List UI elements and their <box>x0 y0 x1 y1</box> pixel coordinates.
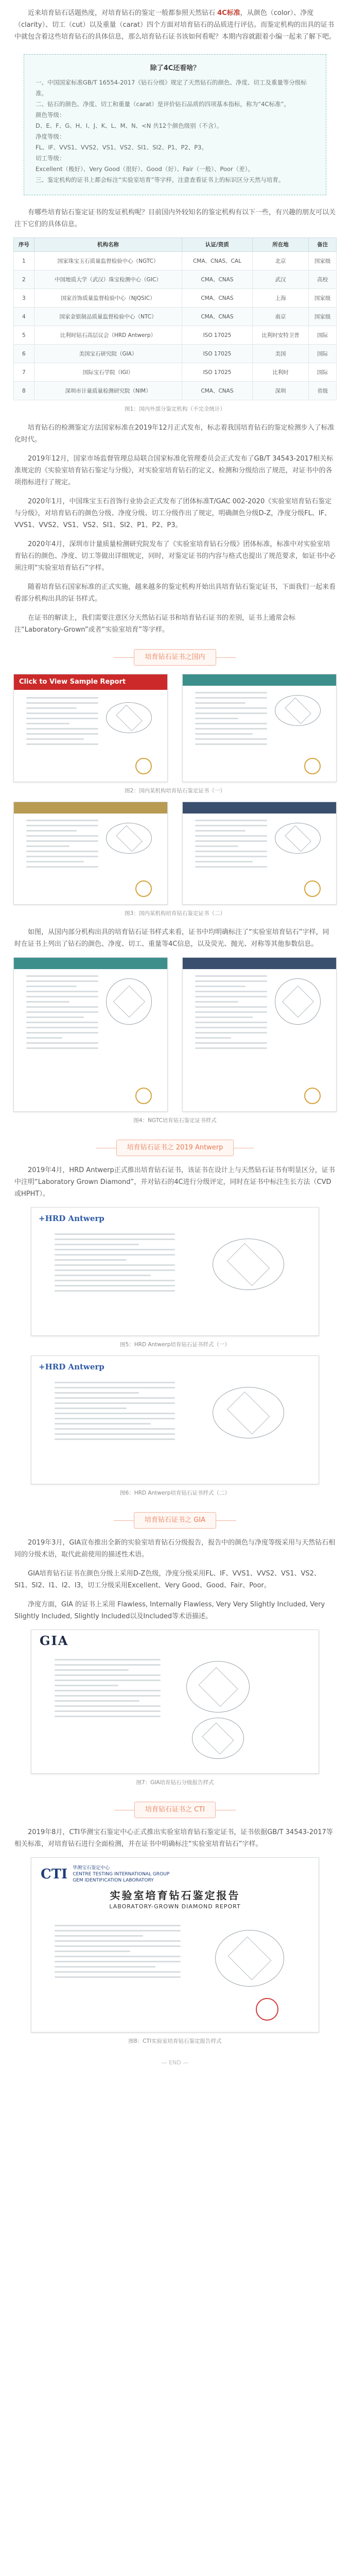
gia-logo: GIA <box>40 1633 69 1648</box>
notice-title: 除了4C还看啥？ <box>150 64 200 72</box>
table-header-cell: 备注 <box>309 238 337 252</box>
notice-line: 三、鉴定机构的证书上都会标注“实验室培育”等字样，注意查看证书上的标识区分天然与培育。 <box>36 176 285 183</box>
table-cell: CMA、CNAS、CAL <box>182 252 253 270</box>
intro-text-b: ，从颜色（color）、净度（clarity）、切工（cut）以及重量（carat）四个方面对培育钻石的品质进行评估。而鉴定机构的出具的证书中就包含着这些培育钻石的具体信息，那么培育钻石证书该如何看呢？本期内容就跟着小编一起来了解下吧。 <box>14 9 336 41</box>
table-cell: 美国 <box>252 345 308 363</box>
notice-box <box>24 54 326 195</box>
section-header-gia <box>0 1512 350 1529</box>
table-header-row <box>14 238 337 252</box>
table-header-cell: 认证/资质 <box>182 238 253 252</box>
notice-line: 净度等级： <box>36 133 65 140</box>
report-image-row <box>13 802 337 905</box>
report-sample-image <box>182 957 337 1112</box>
table-cell: 中国地质大学（武汉）珠宝检测中心（GIC） <box>34 270 182 289</box>
notice-line: 二、钻石的颜色、净度、切工和重量（carat）是评价钻石品质的四项基本指标，称为“4C标准”。 <box>36 100 290 108</box>
table-cell: 国家首饰质量监督检验中心（NJQSIC） <box>34 289 182 308</box>
report-sample-image <box>13 802 168 905</box>
notice-line: 颜色等级： <box>36 111 65 118</box>
table-cell: ISO 17025 <box>182 326 253 345</box>
gia-report-image <box>31 1630 319 1774</box>
table-cell: 国际 <box>309 345 337 363</box>
table-cell: 国际宝石学院（IGI） <box>34 363 182 382</box>
image-caption: 图2：国内某机构培育钻石鉴定证书（一） <box>125 788 225 794</box>
table-cell: 国家珠宝玉石质量监督检验中心（NGTC） <box>34 252 182 270</box>
notice-line: FL、IF、VVS1、VVS2、VS1、VS2、SI1、SI2、P1、P2、P3。 <box>36 144 207 151</box>
table-row <box>14 326 337 345</box>
report-image-row <box>13 1857 337 2032</box>
table-cell: 上海 <box>252 289 308 308</box>
hrd-report-image <box>31 1207 319 1336</box>
table-cell: 国际 <box>309 363 337 382</box>
image-caption: 图8：CTI实验室培育钻石鉴定报告样式 <box>128 2038 222 2044</box>
hrd-report-image <box>31 1355 319 1484</box>
table-cell: 国际 <box>309 326 337 345</box>
table-cell: 美国宝石研究院（GIA） <box>34 345 182 363</box>
section-header-domestic <box>0 649 350 666</box>
table-body <box>14 252 337 400</box>
table-cell: 南京 <box>252 308 308 326</box>
hrd-logo: +HRD Antwerp <box>39 1362 104 1371</box>
table-cell: 比利时钻石高层议会（HRD Antwerp） <box>34 326 182 345</box>
article-page <box>0 7 350 2089</box>
report-image-row <box>13 1630 337 1774</box>
paragraph-6: 随着培育钻石国家标准的正式实施，越来越多的鉴定机构开始出具培育钻石鉴定证书，下面我们一起来看看部分机构出具的证书样式。 <box>14 583 336 603</box>
notice-line: 一、中国国家标准GB/T 16554-2017《钻石分级》规定了天然钻石的颜色、净度、切工及重量等分级标准。 <box>36 79 307 97</box>
table-cell: ISO 17025 <box>182 345 253 363</box>
table-cell: 省级 <box>309 382 337 400</box>
table-row <box>14 270 337 289</box>
table-cell: 3 <box>14 289 34 308</box>
table-cell: CMA、CNAS <box>182 308 253 326</box>
report-image-row <box>13 957 337 1112</box>
table-cell: 国家级 <box>309 252 337 270</box>
section-title: 培育钻石证书之 CTI <box>134 1802 216 1818</box>
table-cell: 5 <box>14 326 34 345</box>
table-cell: 国家级 <box>309 308 337 326</box>
report-sample-image <box>13 957 168 1112</box>
notice-line: D、E、F、G、H、I、J、K、L、M、N、<N 共12个颜色级别（不含）。 <box>36 122 223 129</box>
notice-line: Excellent（极好）、Very Good（很好）、Good（好）、Fair（一般）、Poor（差）。 <box>36 165 254 173</box>
report-image-row <box>13 674 337 782</box>
table-cell: 4 <box>14 308 34 326</box>
report-sample-image <box>13 674 168 782</box>
table-cell: 武汉 <box>252 270 308 289</box>
cti-report-title: 实验室培育钻石鉴定报告 <box>110 1889 240 1902</box>
table-cell: ISO 17025 <box>182 363 253 382</box>
table-row <box>14 252 337 270</box>
table-header-cell: 序号 <box>14 238 34 252</box>
table-cell: 6 <box>14 345 34 363</box>
paragraph-12: 净度方面，GIA 的证书上采用 Flawless, Internally Flawless, Very Very Slightly Included, Very Slightly Included, Slightly Included以及Included等术语描述。 <box>14 1601 325 1620</box>
paragraph-4: 2020年1月，中国珠宝玉石首饰行业协会正式发布了团体标准T/GAC 002-2020《实验室培育钻石鉴定与分级》，对培育钻石的颜色分级、净度分级、切工分级作出了规定，明确颜色分级D-Z，净度分级FL、IF、VVS1、VVS2、VS1、VS2、SI1、SI2、P1、P2、P3。 <box>14 498 332 529</box>
table-row <box>14 289 337 308</box>
cti-subtitle: GEM IDENTIFICATION LABORATORY <box>73 1878 154 1883</box>
notice-line: 切工等级： <box>36 155 65 162</box>
section-title: 培育钻石证书之 2019 Antwerp <box>116 1140 234 1156</box>
section-title: 培育钻石证书之 GIA <box>134 1512 216 1529</box>
institution-table <box>13 238 337 400</box>
table-row <box>14 345 337 363</box>
table-header-cell: 所在地 <box>252 238 308 252</box>
table-cell: CMA、CNAS <box>182 382 253 400</box>
article-end-mark: — END — <box>161 2059 189 2066</box>
report-image-row <box>13 1355 337 1484</box>
table-cell: 2 <box>14 270 34 289</box>
report-image-row <box>13 1207 337 1336</box>
paragraph-2: 培育钻石的检测鉴定方法国家标准在2019年12月正式发布，标志着我国培育钻石的鉴定检测步入了标准化时代。 <box>14 424 335 444</box>
section-title: 培育钻石证书之国内 <box>134 649 216 666</box>
paragraph-9: 2019年4月，HRD Antwerp正式推出培育钻石证书，该证书在设计上与天然钻石证书有明显区分，证书中注明“Laboratory Grown Diamond”，并对钻石的4C进行分级评定，同时在证书中标注生长方法（CVD或HPHT）。 <box>14 1166 335 1198</box>
table-row <box>14 308 337 326</box>
image-caption: 图4：NGTC培育钻石鉴定证书样式 <box>133 1117 217 1124</box>
cti-subtitle: CENTRE TESTING INTERNATIONAL GROUP <box>73 1872 170 1877</box>
table-cell: 深圳市计量质量检测研究院（NIM） <box>34 382 182 400</box>
intro-text-a: 近来培育钻石话题热度，对培育钻石的鉴定一般都参照天然钻石 <box>28 9 218 17</box>
image-caption: 图6：HRD Antwerp培育钻石证书样式（二） <box>120 1490 230 1496</box>
table-cell: 高校 <box>309 270 337 289</box>
intro-paragraph <box>0 7 350 43</box>
image-caption: 图3：国内某机构培育钻石鉴定证书（二） <box>125 910 225 917</box>
section-header-cti <box>0 1802 350 1818</box>
section-header-hrd <box>0 1140 350 1156</box>
paragraph-7: 在证书的解读上，我们需要注意区分天然钻石证书和培育钻石证书的差别，证书上通常会标注“Laboratory-Grown”或者“实验室培育”等字样。 <box>14 614 296 634</box>
table-cell: 深圳 <box>252 382 308 400</box>
table-cell: 7 <box>14 363 34 382</box>
intro-4c-highlight: 4C标准 <box>217 9 240 17</box>
hrd-logo: +HRD Antwerp <box>39 1214 104 1223</box>
table-cell: 8 <box>14 382 34 400</box>
table-cell: 比利时安特卫普 <box>252 326 308 345</box>
cti-report-title-en: LABORATORY-GROWN DIAMOND REPORT <box>109 1903 241 1910</box>
paragraph-5: 2020年4月，深圳市计量质量检测研究院发布了《实验室培育钻石分级》团体标准，标准中对实验室培育钻石的颜色、净度、切工等做出详细规定，同时，对鉴定证书的内容与格式也提出了规范要求，如证书中必须注明“实验室培育钻石”字样。 <box>14 540 336 572</box>
table-caption: 图1：国内外部分鉴定机构（不完全统计） <box>125 406 225 412</box>
image-caption: 图5：HRD Antwerp培育钻石证书样式（一） <box>120 1342 230 1348</box>
cti-subtitle: 华测宝石鉴定中心 <box>73 1866 110 1871</box>
paragraph-1: 有哪些培育钻石鉴定证书的发证机构呢？目前国内外较知名的鉴定机构有以下一些，有兴趣的朋友可以关注下它们的具体信息。 <box>14 209 336 228</box>
table-cell: CMA、CNAS <box>182 270 253 289</box>
table-cell: 北京 <box>252 252 308 270</box>
table-cell: CMA、CNAS <box>182 289 253 308</box>
table-cell: 国家金银制品质量监督检验中心（NTC） <box>34 308 182 326</box>
paragraph-13: 2019年8月，CTI华测宝石鉴定中心正式推出实验室培育钻石鉴定证书，证书依据GB/T 34543-2017等相关标准，对培育钻石进行全面检测，并在证书中明确标注“实验室培育钻石”字样。 <box>14 1828 333 1848</box>
cti-logo: CTI <box>41 1867 68 1882</box>
paragraph-10: 2019年3月，GIA宣布推出全新的实验室培育钻石分级报告，报告中的颜色与净度等级采用与天然钻石相同的分级术语，取代此前使用的描述性术语。 <box>14 1539 336 1558</box>
report-sample-image <box>182 802 337 905</box>
institution-table-wrap <box>13 238 337 415</box>
report-sample-image <box>182 674 337 782</box>
sample-report-banner[interactable]: Click to View Sample Report <box>14 674 167 690</box>
paragraph-8: 如图，从国内部分机构出具的培育钻石证书样式来看，证书中均明确标注了“实验室培育钻石”字样，同时在证书上列出了钻石的颜色、净度、切工、重量等4C信息，以及荧光、抛光、对称等其他参数信息。 <box>14 928 329 948</box>
paragraph-3: 2019年12月，国家市场监督管理总局联合国家标准化管理委员会正式发布了GB/T 34543-2017相关标准规定的《实验室培育钻石鉴定与分级》，对实验室培育钻石的定义、检测和分级给出了规范，对证书中的各项指标进行了规定。 <box>14 455 334 486</box>
table-row <box>14 363 337 382</box>
table-cell: 国家级 <box>309 289 337 308</box>
cti-header <box>41 1865 309 1884</box>
table-cell: 1 <box>14 252 34 270</box>
cti-report-image <box>31 1857 319 2032</box>
paragraph-11: GIA培育钻石证书在颜色分级上采用D-Z色级，净度分级采用FL、IF、VVS1、VVS2、VS1、VS2、SI1、SI2、I1、I2、I3，切工分级采用Excellent、Very Good、Good、Fair、Poor。 <box>14 1570 321 1589</box>
table-cell: 比利时 <box>252 363 308 382</box>
table-header-cell: 机构名称 <box>34 238 182 252</box>
table-row <box>14 382 337 400</box>
image-caption: 图7：GIA培育钻石分级报告样式 <box>136 1780 214 1786</box>
